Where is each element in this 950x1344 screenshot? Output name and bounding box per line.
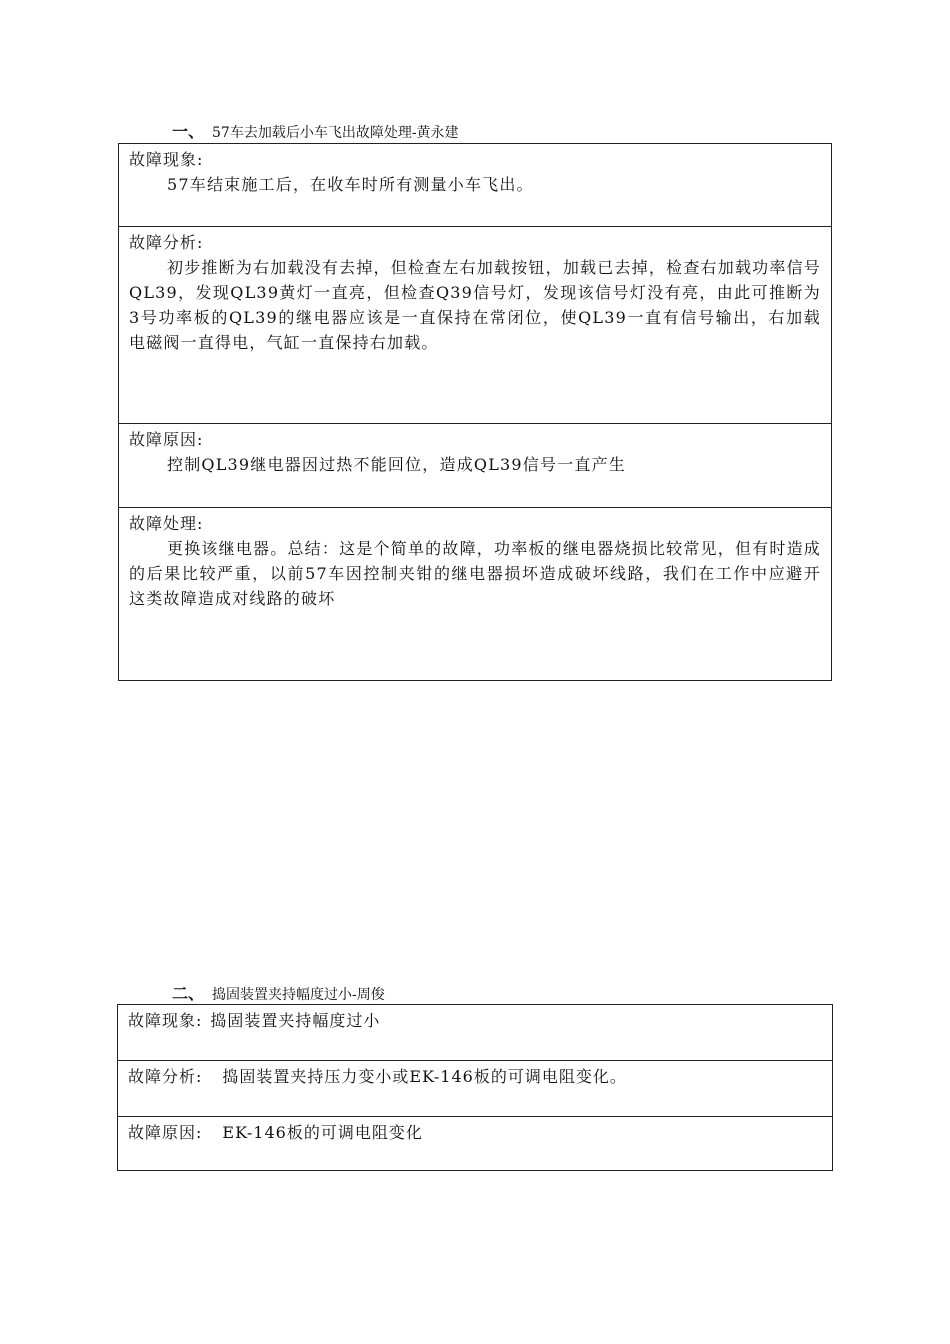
fault-cause-line (128, 1121, 822, 1145)
section-1-title-text: 57车去加载后小车飞出故障处理-黄永建 (212, 125, 459, 141)
section-2-table (117, 1004, 833, 1171)
fault-phenomenon-text: 57车结束施工后，在收车时所有测量小车飞出。 (167, 175, 534, 194)
fault-analysis-label: 故障分析: (129, 233, 204, 252)
fault-handling-row (119, 507, 831, 680)
fault-analysis-row (119, 226, 831, 423)
fault-analysis-row (118, 1060, 832, 1116)
fault-cause-row (119, 423, 831, 507)
fault-cause-row (118, 1116, 832, 1170)
fault-phenomenon-label: 故障现象: (128, 1011, 203, 1030)
fault-analysis-line (128, 1065, 822, 1089)
section-1-table (118, 143, 832, 681)
fault-analysis-text: 捣固装置夹持压力变小或EK-146板的可调电阻变化。 (222, 1067, 627, 1086)
fault-phenomenon-row (119, 144, 831, 226)
fault-phenomenon-line (128, 1009, 822, 1033)
fault-phenomenon-label: 故障现象: (129, 150, 204, 169)
fault-handling-text: 更换该继电器。总结：这是个简单的故障，功率板的继电器烧损比较常见，但有时造成的后果比较严重，以前57车因控制夹钳的继电器损坏造成破坏线路，我们在工作中应避开这类故障造成对线路的破坏 (129, 539, 821, 608)
fault-phenomenon-text: 捣固装置夹持幅度过小 (210, 1011, 381, 1030)
fault-cause-text: 控制QL39继电器因过热不能回位，造成QL39信号一直产生 (167, 455, 627, 474)
fault-cause-text: EK-146板的可调电阻变化 (222, 1123, 423, 1142)
section-2-title-text: 捣固装置夹持幅度过小-周俊 (212, 987, 385, 1003)
section-2-number: 二、 (172, 984, 205, 1003)
section-2-title (172, 985, 385, 1004)
fault-cause-label: 故障原因: (129, 430, 204, 449)
section-1-title (172, 123, 459, 142)
fault-analysis-text: 初步推断为右加载没有去掉，但检查左右加载按钮，加载已去掉，检查右加载功率信号QL39，发现QL39黄灯一直亮，但检查Q39信号灯，发现该信号灯没有亮，由此可推断为3号功率板的QL39的继电器应该是一直保持在常闭位，使QL39一直有信号输出，右加载电磁阀一直得电，气缸一直保持右加载。 (129, 258, 821, 352)
fault-cause-label: 故障原因: (128, 1123, 203, 1142)
fault-handling-label: 故障处理: (129, 514, 204, 533)
fault-analysis-label: 故障分析: (128, 1067, 203, 1086)
section-1-number: 一、 (172, 122, 205, 141)
fault-phenomenon-row (118, 1005, 832, 1060)
